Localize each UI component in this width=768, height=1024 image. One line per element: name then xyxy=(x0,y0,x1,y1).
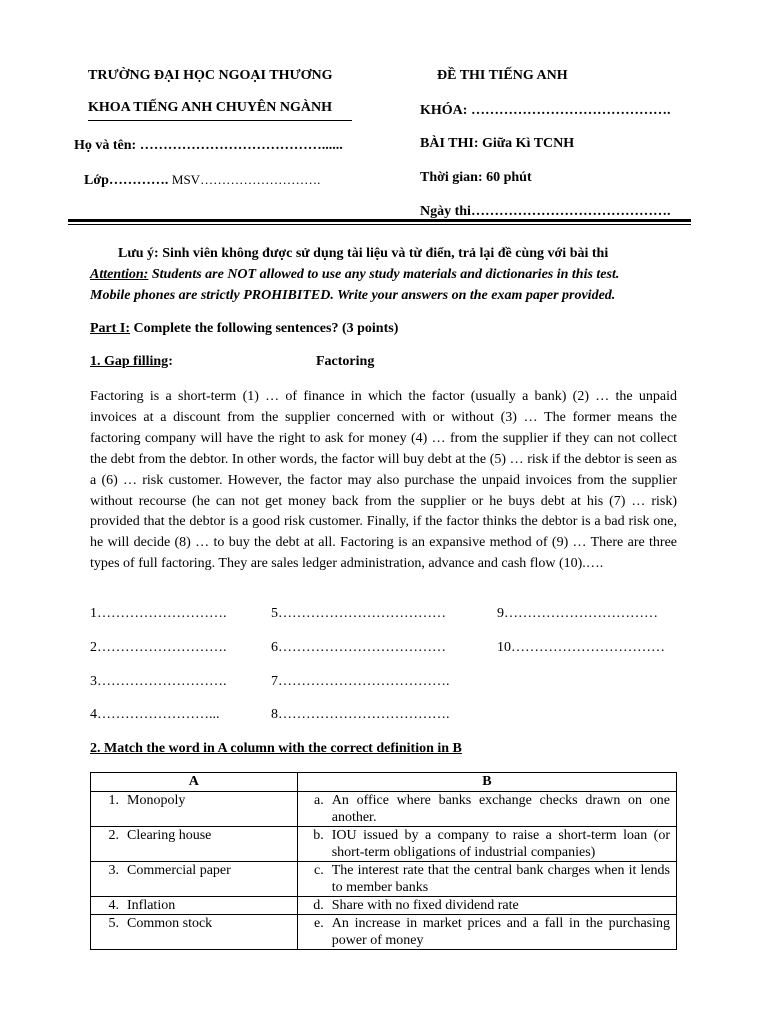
class-label: Lớp…………. xyxy=(84,173,169,188)
definition-letter: e. xyxy=(314,916,324,931)
answer-blank-3[interactable]: 3………………………. xyxy=(90,674,227,689)
term-text: Inflation xyxy=(127,898,176,913)
class-field[interactable] xyxy=(84,172,320,189)
answer-blank-7[interactable]: 7………………………………. xyxy=(271,674,450,689)
definition-cell xyxy=(297,862,676,897)
column-b-header: B xyxy=(297,773,676,792)
answer-blank-9[interactable]: 9…………………………… xyxy=(497,606,658,621)
header-divider-thick xyxy=(68,219,691,222)
definition-text: An office where banks exchange checks drawn on one another. xyxy=(331,793,670,825)
definition-letter: c. xyxy=(314,863,324,878)
term-cell xyxy=(91,862,298,897)
matching-table xyxy=(90,772,677,950)
gap-filling-label: 1. Gap filling xyxy=(90,354,169,369)
term-cell xyxy=(91,827,298,862)
matching-header-row xyxy=(91,773,677,792)
definition-letter: d. xyxy=(313,898,324,913)
gap-filling-colon: : xyxy=(168,354,173,369)
term-cell xyxy=(91,915,298,950)
definition-text: Share with no fixed dividend rate xyxy=(331,898,519,913)
definition-cell xyxy=(297,897,676,915)
msv-label: MSV………………………. xyxy=(171,172,321,187)
answer-blank-4[interactable]: 4……………………... xyxy=(90,707,220,722)
table-row xyxy=(91,915,677,950)
definition-letter: a. xyxy=(314,793,324,808)
answer-blank-10[interactable]: 10…………………………… xyxy=(497,640,665,655)
faculty-underline xyxy=(88,120,352,121)
definition-text: An increase in market prices and a fall in the purchasing power of money xyxy=(331,916,670,948)
answer-blank-8[interactable]: 8………………………………. xyxy=(271,707,450,722)
name-field[interactable]: Họ và tên: …………………………………...... xyxy=(74,138,343,153)
gap-filling-heading xyxy=(90,354,173,370)
answer-blank-1[interactable]: 1………………………. xyxy=(90,606,227,621)
table-row xyxy=(91,862,677,897)
faculty-name: KHOA TIẾNG ANH CHUYÊN NGÀNH xyxy=(88,100,332,115)
matching-heading: 2. Match the word in A column with the correct definition in B xyxy=(90,741,462,756)
notice-vietnamese: Lưu ý: Sinh viên không được sử dụng tài liệu và từ điển, trả lại đề cùng với bài thi xyxy=(118,246,609,261)
exam-name: BÀI THI: Giữa Kì TCNH xyxy=(420,136,575,151)
course-field[interactable]: KHÓA: ……………………………………. xyxy=(420,103,671,118)
term-cell xyxy=(91,792,298,827)
header-divider-thin xyxy=(68,224,691,225)
table-row xyxy=(91,897,677,915)
exam-date-field[interactable]: Ngày thi……………………………………. xyxy=(420,204,671,219)
answer-blank-2[interactable]: 2………………………. xyxy=(90,640,227,655)
gap-filling-topic: Factoring xyxy=(316,354,375,369)
part1-title: Complete the following sentences? (3 points) xyxy=(130,321,399,336)
term-text: Monopoly xyxy=(127,793,186,808)
term-number: 4. xyxy=(108,898,119,913)
notice-phones: Mobile phones are strictly PROHIBITED. Write your answers on the exam paper provided. xyxy=(90,288,616,303)
answer-blank-5[interactable]: 5……………………………… xyxy=(271,606,446,621)
part1-heading xyxy=(90,321,398,337)
table-row xyxy=(91,792,677,827)
university-name: TRƯỜNG ĐẠI HỌC NGOẠI THƯƠNG xyxy=(88,68,333,83)
part1-label: Part I: xyxy=(90,321,131,336)
definition-cell xyxy=(297,792,676,827)
definition-cell xyxy=(297,915,676,950)
term-number: 1. xyxy=(108,793,119,808)
term-text: Clearing house xyxy=(127,828,212,843)
term-text: Common stock xyxy=(127,916,213,931)
attention-label: Attention: xyxy=(90,267,149,282)
term-text: Commercial paper xyxy=(127,863,231,878)
term-number: 5. xyxy=(108,916,119,931)
definition-text: The interest rate that the central bank charges when it lends to member banks xyxy=(331,863,670,895)
exam-time: Thời gian: 60 phút xyxy=(420,170,532,185)
definition-text: IOU issued by a company to raise a short-term loan (or short-term obligations of industrial companies) xyxy=(331,828,670,860)
term-cell xyxy=(91,897,298,915)
attention-text: Students are NOT allowed to use any study materials and dictionaries in this test. xyxy=(148,267,620,282)
term-number: 2. xyxy=(108,828,119,843)
column-a-header: A xyxy=(91,773,298,792)
exam-title: ĐỀ THI TIẾNG ANH xyxy=(437,68,568,83)
table-row xyxy=(91,827,677,862)
term-number: 3. xyxy=(108,863,119,878)
gap-filling-paragraph: Factoring is a short-term (1) … of finance in which the factor (usually a bank) (2) … the unpaid invoices at a discount from the supplier concerned with or without (3) … The former means the factoring company will have the right to ask for money (4) … from the supplier if they can not collect the debt from the debtor. In other words, the factor will buy debt at the (5) … risk if the debtor is seen as a (6) … risk customer. However, the factor may also purchase the unpaid invoices from the supplier without recourse (he can not get money back from the supplier or he buys debt at his (7) … risk) provided that the debtor is a good risk customer. Finally, if the factor thinks the debtor is a bad risk one, he will decide (8) … to buy the debt at all. Factoring is an expansive method of (9) … There are three types of full factoring. They are sales ledger administration, advance and cash flow (10).…. xyxy=(90,389,677,572)
definition-cell xyxy=(297,827,676,862)
answer-blank-6[interactable]: 6……………………………… xyxy=(271,640,446,655)
notice-attention xyxy=(90,267,619,283)
definition-letter: b. xyxy=(313,828,324,843)
